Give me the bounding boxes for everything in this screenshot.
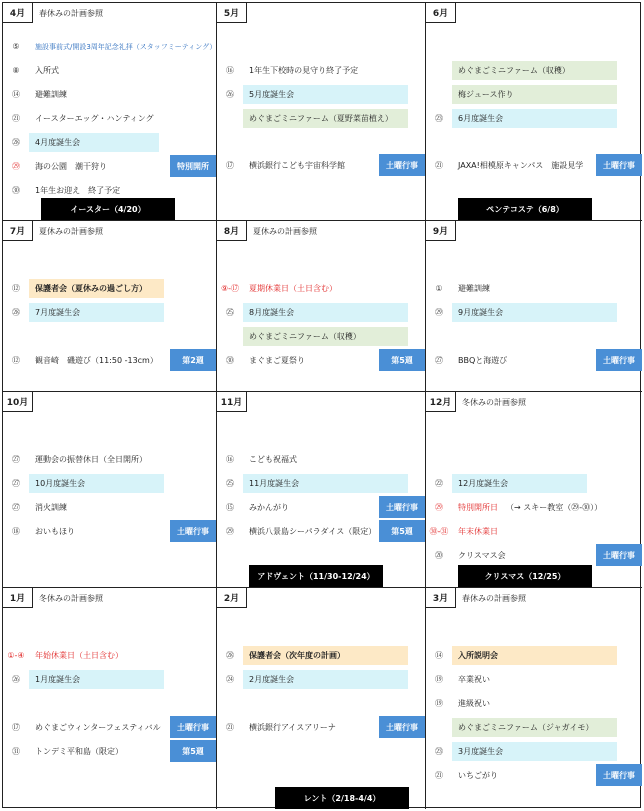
- event-row: [3, 279, 164, 298]
- event-row: [217, 279, 337, 298]
- event-text: 海の公園 潮干狩り: [35, 162, 107, 171]
- event-date: ㉙: [12, 162, 20, 171]
- event-date: ㉔: [226, 675, 234, 684]
- event-row: [426, 546, 506, 565]
- event-date: ⑳: [435, 551, 443, 560]
- month-note: 冬休みの計画参照: [462, 397, 526, 407]
- event-date: ㉑: [226, 723, 234, 732]
- month-cell: [217, 221, 426, 392]
- event-tag-badge: 第5週: [170, 740, 216, 762]
- event-text: 7月度誕生会: [29, 303, 164, 322]
- month-header: [3, 3, 103, 23]
- month-cell: [426, 3, 642, 221]
- event-date: ①: [435, 284, 443, 293]
- event-text: 施設事前式/開設3周年記念礼拝（スタッフミーティング）: [35, 42, 217, 51]
- event-text: イースターエッグ・ハンティング: [35, 114, 154, 123]
- event-date: ㉘: [12, 308, 20, 317]
- event-tag-badge: 土曜行事: [170, 716, 216, 738]
- event-row: [3, 351, 158, 370]
- event-text: 4月度誕生会: [29, 133, 159, 152]
- event-row: [426, 766, 498, 785]
- event-text: めぐまごミニファーム（収穫）: [243, 327, 408, 346]
- event-text: クリスマス会: [458, 551, 506, 560]
- season-banner: レント（2/18-4/4）: [275, 787, 409, 809]
- event-row: [3, 646, 123, 665]
- event-date: ①-④: [7, 651, 25, 660]
- event-date: ㉗: [12, 479, 20, 488]
- month-header: [3, 221, 103, 241]
- annual-calendar: [2, 2, 641, 808]
- event-row: [426, 303, 617, 322]
- event-tag-badge: 土曜行事: [596, 764, 642, 786]
- event-text: 5月度誕生会: [243, 85, 408, 104]
- month-header: [426, 392, 526, 412]
- event-date: ⑭: [435, 651, 443, 660]
- event-text: 1年生下校時の見守り終了予定: [249, 66, 359, 75]
- event-text: 年始休業日（土日含む）: [35, 651, 123, 660]
- month-cell: [217, 392, 426, 588]
- event-row: [3, 498, 67, 517]
- event-row: [426, 156, 583, 175]
- event-date: ㉑: [435, 771, 443, 780]
- event-date: ⑲: [435, 675, 443, 684]
- event-row: [3, 450, 147, 469]
- event-row: [3, 522, 75, 541]
- season-banner: アドヴェント（11/30-12/24）: [249, 565, 383, 587]
- month-cell: [426, 588, 642, 809]
- event-text: 消火訓練: [35, 503, 67, 512]
- month-cell: [3, 392, 217, 588]
- event-row: [426, 646, 617, 665]
- event-row: [426, 670, 490, 689]
- month-header: [426, 3, 456, 23]
- event-text: 避難訓練: [458, 284, 490, 293]
- event-text: 1月度誕生会: [29, 670, 164, 689]
- event-date: ⑰: [226, 161, 234, 170]
- event-tag-badge: 土曜行事: [596, 349, 642, 371]
- month-header: [217, 588, 247, 608]
- event-date: ㉑: [435, 161, 443, 170]
- event-date: ⑫: [12, 356, 20, 365]
- event-tag-badge: 第5週: [379, 520, 425, 542]
- event-row: [217, 156, 345, 175]
- month-name: 12月: [426, 392, 456, 412]
- event-row: [426, 742, 617, 761]
- event-row: [426, 61, 617, 80]
- event-text: 卒業祝い: [458, 675, 490, 684]
- event-text: BBQと海遊び: [458, 356, 508, 365]
- event-row: [3, 474, 164, 493]
- event-date: ㉚-㉛: [429, 527, 449, 536]
- event-text: 運動会の振替休日（全日開所）: [35, 455, 147, 464]
- event-row: [217, 498, 289, 517]
- event-text: 9月度誕生会: [452, 303, 617, 322]
- event-text: 梅ジュース作り: [452, 85, 617, 104]
- event-text: 年末休業日: [458, 527, 498, 536]
- event-tag-badge: 土曜行事: [596, 544, 642, 566]
- event-date: ㉙: [435, 308, 443, 317]
- event-tag-badge: 土曜行事: [170, 520, 216, 542]
- event-date: ㉑: [12, 114, 20, 123]
- event-row: [217, 646, 408, 665]
- event-text: 8月度誕生会: [243, 303, 408, 322]
- month-cell: [217, 3, 426, 221]
- event-date: ㉚: [12, 186, 20, 195]
- event-text: 避難訓練: [35, 90, 67, 99]
- event-row: [217, 327, 408, 346]
- event-row: [217, 522, 376, 541]
- event-text: 観音崎 磯遊び（11:50 -13cm）: [35, 356, 158, 365]
- month-name: 10月: [3, 392, 33, 412]
- event-date: ㉚: [226, 356, 234, 365]
- event-text: めぐまごウィンターフェスティバル: [35, 723, 161, 732]
- event-date: ㉙: [226, 527, 234, 536]
- event-row: [217, 85, 408, 104]
- month-header: [3, 588, 103, 608]
- month-note: 冬休みの計画参照: [39, 593, 103, 603]
- event-row: [3, 109, 154, 128]
- event-row: [426, 694, 490, 713]
- event-text: 保護者会（夏休みの過ごし方）: [29, 279, 164, 298]
- event-text: こども祝福式: [249, 455, 297, 464]
- event-text: めぐまごミニファーム（夏野菜苗植え）: [243, 109, 408, 128]
- event-date: ⑤: [12, 42, 20, 51]
- event-date: ㉗: [12, 503, 20, 512]
- event-text: 特別開所日: [458, 503, 498, 512]
- event-date: ㉖: [226, 90, 234, 99]
- event-text: 6月度誕生会: [452, 109, 617, 128]
- event-row: [3, 85, 67, 104]
- month-cell: [3, 3, 217, 221]
- event-text: 夏期休業日（土日含む）: [249, 284, 337, 293]
- month-name: 3月: [426, 588, 456, 608]
- event-text: 横浜銀行アイスアリーナ: [249, 723, 336, 732]
- event-row: [217, 61, 358, 80]
- event-row: [426, 279, 490, 298]
- event-row: [217, 303, 408, 322]
- event-date: ㉒: [435, 479, 443, 488]
- event-extra: （→ スキー教室（㉙-㉚））: [506, 503, 603, 512]
- month-cell: [426, 392, 642, 588]
- event-tag-badge: 第2週: [170, 349, 216, 371]
- event-row: [217, 351, 305, 370]
- event-text: 横浜八景島シーパラダイス（限定）: [249, 527, 377, 536]
- event-row: [3, 157, 107, 176]
- event-text: トンデミ平和島（限定）: [35, 747, 123, 756]
- event-row: [426, 109, 617, 128]
- event-row: [426, 474, 587, 493]
- event-date: ⑯: [226, 66, 234, 75]
- month-note: 春休みの計画参照: [39, 8, 103, 18]
- month-name: 8月: [217, 221, 247, 241]
- event-row: [3, 303, 164, 322]
- event-date: ⑲: [435, 699, 443, 708]
- event-row: [217, 670, 408, 689]
- event-text: 横浜銀行こども宇宙科学館: [249, 161, 345, 170]
- event-tag-badge: 土曜行事: [379, 154, 425, 176]
- event-row: [3, 670, 164, 689]
- event-row: [426, 351, 507, 370]
- event-date: ㉛: [12, 747, 20, 756]
- event-date: ㉕: [226, 308, 234, 317]
- event-text: 保護者会（次年度の計画）: [243, 646, 408, 665]
- month-cell: [3, 221, 217, 392]
- month-note: 春休みの計画参照: [462, 593, 526, 603]
- month-name: 9月: [426, 221, 456, 241]
- month-name: 6月: [426, 3, 456, 23]
- event-row: [3, 718, 161, 737]
- month-header: [426, 588, 526, 608]
- event-date: ⑨-⑰: [220, 284, 240, 293]
- event-text: まぐまご夏祭り: [249, 356, 305, 365]
- event-text: おいもほり: [35, 527, 75, 536]
- month-name: 4月: [3, 3, 33, 23]
- event-date: ㉙: [435, 503, 443, 512]
- event-text: いちごがり: [458, 771, 498, 780]
- event-text: めぐまごミニファーム（ジャガイモ）: [452, 718, 617, 737]
- event-date: ⑯: [226, 455, 234, 464]
- event-tag-badge: 特別開所: [170, 155, 216, 177]
- event-text: 進級祝い: [458, 699, 490, 708]
- event-row: [3, 133, 159, 152]
- month-cell: [426, 221, 642, 392]
- month-header: [217, 392, 247, 412]
- event-date: ⑭: [12, 90, 20, 99]
- event-text: 12月度誕生会: [452, 474, 587, 493]
- month-name: 1月: [3, 588, 33, 608]
- event-text: 10月度誕生会: [29, 474, 164, 493]
- season-banner: イースター（4/20）: [41, 198, 175, 220]
- event-text: 11月度誕生会: [243, 474, 408, 493]
- event-tag-badge: 土曜行事: [379, 716, 425, 738]
- event-text: 入所式: [35, 66, 59, 75]
- month-name: 2月: [217, 588, 247, 608]
- event-date: ⑰: [12, 723, 20, 732]
- event-row: [217, 450, 297, 469]
- event-date: ㉕: [226, 479, 234, 488]
- event-text: 入所説明会: [452, 646, 617, 665]
- month-note: 夏休みの計画参照: [253, 226, 317, 236]
- event-date: ㉓: [435, 114, 443, 123]
- event-text: めぐまごミニファーム（収穫）: [452, 61, 617, 80]
- event-row: [426, 718, 617, 737]
- event-date: ⑫: [12, 284, 20, 293]
- month-cell: [217, 588, 426, 809]
- season-banner: ペンテコステ（6/8）: [458, 198, 592, 220]
- event-date: ㉗: [12, 455, 20, 464]
- event-date: ㉖: [12, 675, 20, 684]
- event-text: 3月度誕生会: [452, 742, 617, 761]
- event-text: 2月度誕生会: [243, 670, 408, 689]
- event-date: ⑧: [12, 66, 20, 75]
- event-date: ㉓: [435, 747, 443, 756]
- event-tag-badge: 土曜行事: [596, 154, 642, 176]
- event-row: [217, 718, 336, 737]
- event-date: ㉘: [12, 138, 20, 147]
- season-banner: クリスマス（12/25）: [458, 565, 592, 587]
- event-row: [3, 742, 123, 761]
- event-date: ⑱: [12, 527, 20, 536]
- event-row: [217, 474, 408, 493]
- event-tag-badge: 土曜行事: [379, 496, 425, 518]
- month-header: [217, 3, 247, 23]
- month-name: 7月: [3, 221, 33, 241]
- month-name: 11月: [217, 392, 247, 412]
- event-text: みかんがり: [249, 503, 289, 512]
- event-row: [3, 37, 216, 56]
- event-row: [426, 522, 498, 541]
- event-row: [426, 85, 617, 104]
- month-name: 5月: [217, 3, 247, 23]
- month-cell: [3, 588, 217, 809]
- event-row: [3, 61, 59, 80]
- event-row: [426, 498, 602, 517]
- event-tag-badge: 第5週: [379, 349, 425, 371]
- month-note: 夏休みの計画参照: [39, 226, 103, 236]
- month-header: [3, 392, 33, 412]
- event-row: [217, 109, 408, 128]
- event-date: ㉗: [435, 356, 443, 365]
- event-date: ⑮: [226, 503, 234, 512]
- event-text: 1年生お迎え 終了予定: [35, 186, 121, 195]
- month-header: [426, 221, 456, 241]
- event-date: ㉘: [226, 651, 234, 660]
- event-text: JAXA!相模原キャンパス 施設見学: [458, 161, 584, 170]
- month-header: [217, 221, 317, 241]
